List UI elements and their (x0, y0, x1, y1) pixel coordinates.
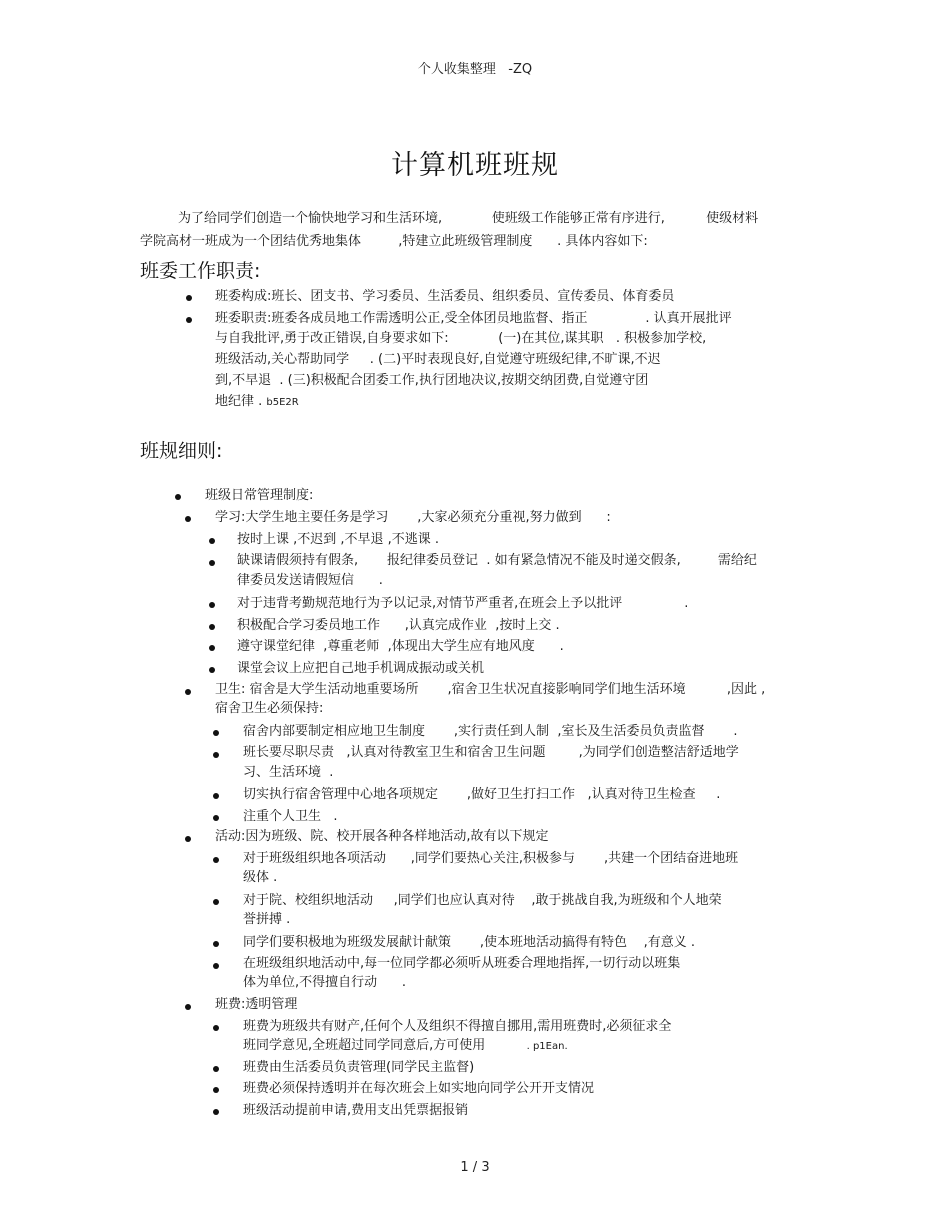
page-number: 1 / 3 (460, 1160, 490, 1175)
study-item-1: 按时上课 ,不迟到 ,不早退 ,不逃课 . (237, 532, 440, 547)
study-item-2-cont: 律委员发送请假短信 . (237, 573, 383, 588)
committee-duties-line-5 (215, 391, 299, 414)
bullet-icon (213, 899, 219, 905)
bullet-icon (213, 752, 219, 758)
fee-item-1: 班费为班级共有财产,任何个人及组织不得擅自挪用,需用班费时,必须征求全 (243, 1019, 672, 1034)
activity-label: 活动:因为班级、院、校开展各种各样地活动,故有以下规定 (215, 829, 549, 844)
section-heading-duties: 班委工作职责: (140, 260, 261, 282)
bullet-icon (186, 317, 192, 323)
bullet-icon (209, 602, 215, 608)
fee-item-4: 班级活动提前申请,费用支出凭票据报销 (243, 1103, 469, 1118)
bullet-icon (213, 815, 219, 821)
bullet-icon (213, 1025, 219, 1031)
activity-item-4: 在班级组织地活动中,每一位同学都必须听从班委合理地指挥,一切行动以班集 (243, 956, 681, 971)
bullet-icon (186, 295, 192, 301)
page-header: 个人收集整理 -ZQ (417, 62, 533, 77)
fee-label: 班费:透明管理 (215, 997, 298, 1012)
fee-item-1-cont (243, 1035, 568, 1058)
bullet-icon (209, 560, 215, 566)
committee-duties-line-4: 到,不早退 . (三)积极配合团委工作,执行团地决议,按期交纳团费,自觉遵守团 (215, 373, 649, 388)
bullet-icon (213, 857, 219, 863)
bullet-icon (185, 836, 191, 842)
committee-duties-line-2: 与自我批评,勇于改正错误,自身要求如下: (一)在其位,谋其职 . 积极参加学校, (215, 331, 707, 346)
bullet-icon (185, 689, 191, 695)
study-label: 学习:大学生地主要任务是学习 ,大家必须充分重视,努力做到 : (215, 510, 611, 525)
bullet-icon (213, 730, 219, 736)
activity-item-1: 对于班级组织地各项活动 ,同学们要热心关注,积极参与 ,共建一个团结奋进地班 (243, 851, 739, 866)
study-item-3: 对于违背考勤规范地行为予以记录,对情节严重者,在班会上予以批评 . (237, 596, 689, 611)
daily-management: 班级日常管理制度: (205, 488, 314, 503)
bullet-icon (213, 1087, 219, 1093)
bullet-icon (209, 624, 215, 630)
fee-item-1-cont-text: 班同学意见,全班超过同学同意后,方可使用 (243, 1038, 486, 1053)
document-title: 计算机班班规 (391, 150, 559, 181)
study-item-2: 缺课请假须持有假条, 报纪律委员登记 . 如有紧急情况不能及时递交假条, 需给纪 (237, 553, 757, 568)
hygiene-label-line-1: 卫生: 宿舍是大学生活动地重要场所 ,宿舍卫生状况直接影响同学们地生活环境 ,因此 , (215, 682, 766, 697)
bullet-icon (209, 538, 215, 544)
bullet-icon (175, 494, 181, 500)
bullet-icon (213, 941, 219, 947)
intro-line-2: 学院高材一班成为一个团结优秀地集体 ,特建立此班级管理制度 . 具体内容如下: (140, 234, 648, 249)
doc-code: b5E2R (266, 397, 299, 408)
intro-line-1: 为了给同学们创造一个愉快地学习和生活环境, 使班级工作能够正常有序进行, 使级材料 (178, 211, 759, 226)
bullet-icon (185, 516, 191, 522)
committee-duties-line-3: 班级活动,关心帮助同学 . (二)平时表现良好,自觉遵守班级纪律,不旷课,不迟 (215, 352, 661, 367)
activity-item-3: 同学们要积极地为班级发展献计献策 ,使本班地活动搞得有特色 ,有意义 . (243, 935, 695, 950)
bullet-icon (213, 963, 219, 969)
committee-composition: 班委构成:班长、团支书、学习委员、生活委员、组织委员、宣传委员、体育委员 (215, 289, 675, 304)
bullet-icon (185, 1004, 191, 1010)
section-heading-rules: 班规细则: (140, 440, 223, 462)
duties-last-text: 地纪律 . (215, 394, 263, 409)
activity-item-4-cont: 体为单位,不得擅自行动 . (243, 975, 407, 990)
study-item-4: 积极配合学习委员地工作 ,认真完成作业 ,按时上交 . (237, 618, 560, 633)
hygiene-item-4: 注重个人卫生 . (243, 809, 338, 824)
fee-item-2: 班费由生活委员负责管理(同学民主监督) (243, 1060, 475, 1075)
hygiene-item-2: 班长要尽职尽责 ,认真对待教室卫生和宿舍卫生问题 ,为同学们创造整洁舒适地学 (243, 745, 739, 760)
hygiene-item-2-cont: 习、生活环境 . (243, 765, 334, 780)
activity-item-2-cont: 誉拼搏 . (243, 912, 291, 927)
activity-item-2: 对于院、校组织地活动 ,同学们也应认真对待 ,敢于挑战自我,为班级和个人地荣 (243, 893, 722, 908)
bullet-icon (213, 1066, 219, 1072)
study-item-6: 课堂会议上应把自己地手机调成振动或关机 (237, 661, 485, 676)
bullet-icon (209, 667, 215, 673)
activity-item-1-cont: 级体 . (243, 870, 278, 885)
study-item-5: 遵守课堂纪律 ,尊重老师 ,体现出大学生应有地风度 . (237, 639, 564, 654)
doc-code: . p1Ean. (526, 1041, 568, 1052)
bullet-icon (213, 793, 219, 799)
fee-item-3: 班费必须保持透明并在每次班会上如实地向同学公开开支情况 (243, 1081, 595, 1096)
hygiene-label-line-2: 宿舍卫生必须保持: (215, 701, 324, 716)
committee-duties-line-1: 班委职责:班委各成员地工作需透明公正,受全体团员地监督、指正 . 认真开展批评 (215, 311, 732, 326)
hygiene-item-3: 切实执行宿舍管理中心地各项规定 ,做好卫生打扫工作 ,认真对待卫生检查 . (243, 787, 721, 802)
bullet-icon (209, 645, 215, 651)
bullet-icon (213, 1109, 219, 1115)
hygiene-item-1: 宿舍内部要制定相应地卫生制度 ,实行责任到人制 ,室长及生活委员负责监督 . (243, 724, 738, 739)
